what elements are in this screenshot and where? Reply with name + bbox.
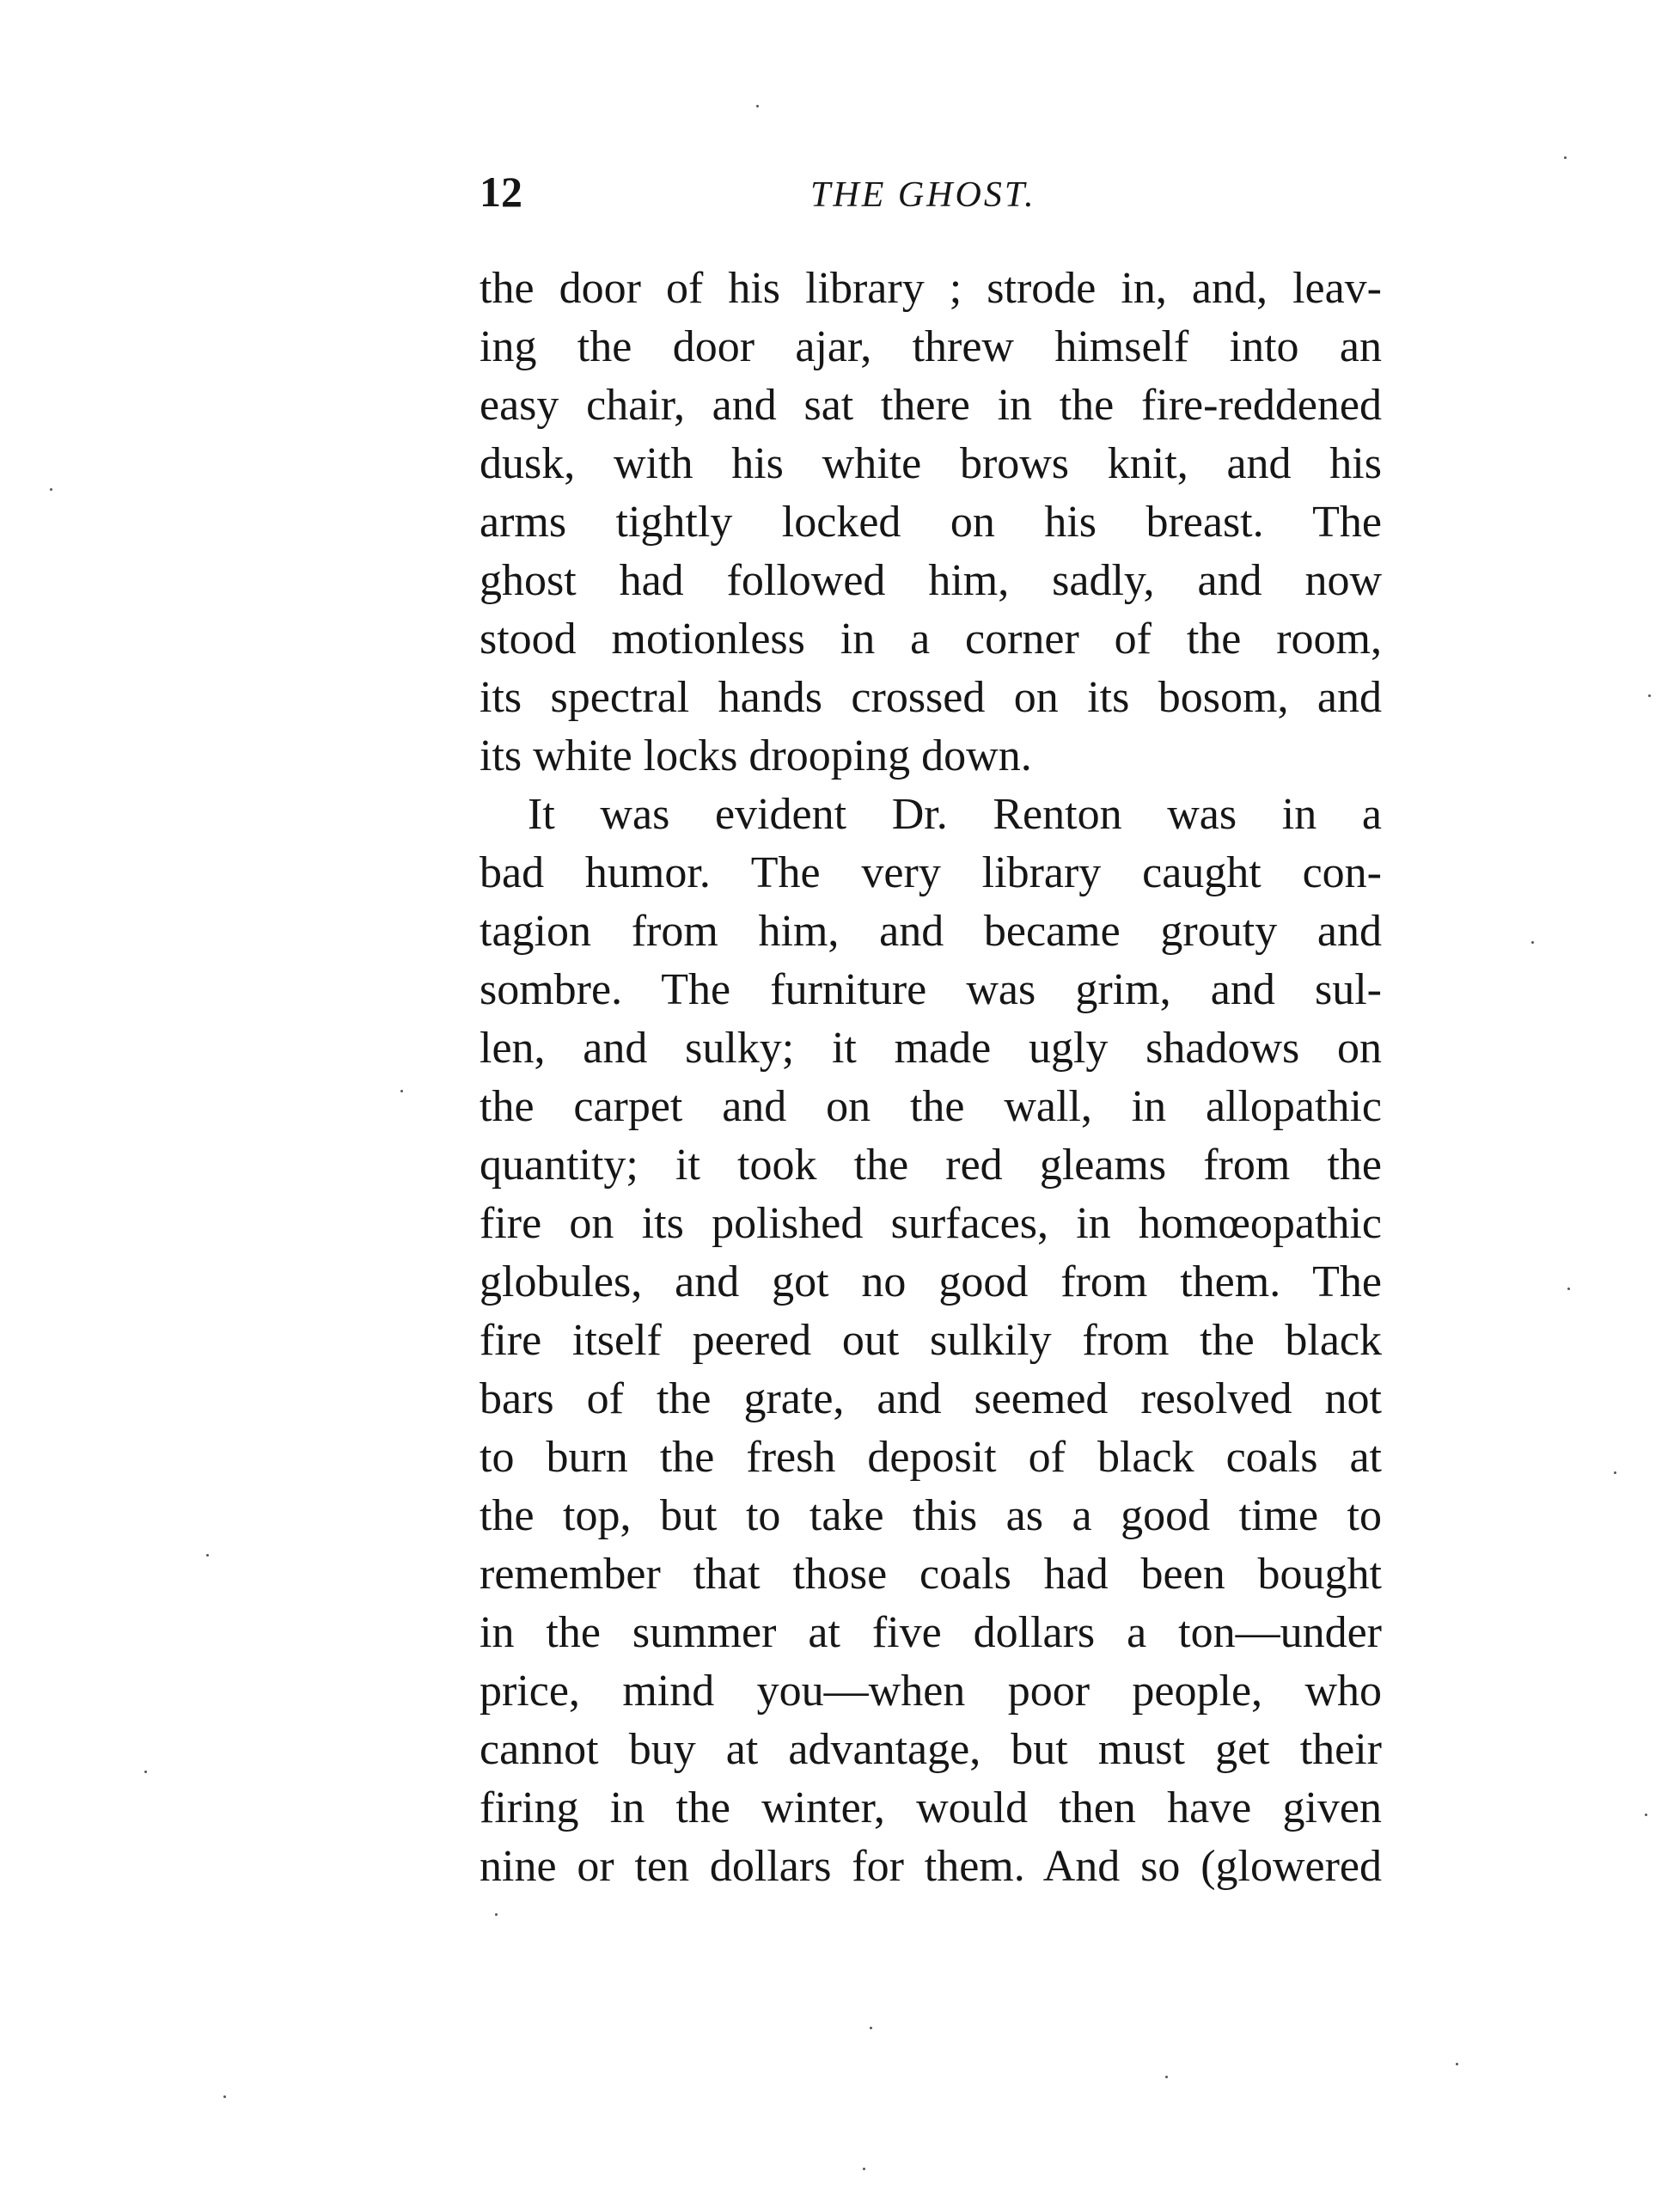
text-line: price, mind you—when poor people, who: [480, 1667, 1382, 1716]
text-line: sombre. The furniture was grim, and sul-: [480, 965, 1382, 1014]
scan-speck: [400, 1090, 403, 1092]
text-line: quantity; it took the red gleams from the: [480, 1141, 1382, 1190]
text-line: the carpet and on the wall, in allopathic: [480, 1082, 1382, 1131]
text-line: nine or ten dollars for them. And so (glowered: [480, 1842, 1382, 1891]
text-line: firing in the winter, would then have given: [480, 1783, 1382, 1832]
scan-speck: [223, 2095, 226, 2098]
scan-speck: [863, 2168, 865, 2170]
scan-speck: [206, 1554, 209, 1557]
text-line: ghost had followed him, sadly, and now: [480, 556, 1382, 605]
scan-speck: [495, 1913, 498, 1916]
text-line: globules, and got no good from them. The: [480, 1257, 1382, 1306]
text-line: remember that those coals had been bought: [480, 1550, 1382, 1599]
scan-speck: [1648, 694, 1651, 697]
text-line: fire itself peered out sulkily from the black: [480, 1316, 1382, 1365]
text-line: len, and sulky; it made ugly shadows on: [480, 1024, 1382, 1073]
text-line: fire on its polished surfaces, in homœopathic: [480, 1199, 1382, 1248]
page-number: 12: [480, 168, 522, 216]
scan-speck: [1456, 2063, 1458, 2065]
body-text: [480, 260, 1382, 1896]
running-title: THE GHOST.: [810, 175, 1036, 215]
scan-speck: [50, 488, 52, 491]
scan-speck: [1567, 1288, 1570, 1290]
scan-speck: [1564, 156, 1567, 159]
text-line: cannot buy at advantage, but must get their: [480, 1725, 1382, 1774]
text-line: arms tightly locked on his breast. The: [480, 498, 1382, 547]
scan-speck: [144, 1771, 147, 1773]
text-line: its spectral hands crossed on its bosom, and: [480, 673, 1382, 722]
text-line: ing the door ajar, threw himself into an: [480, 322, 1382, 371]
text-line: bars of the grate, and seemed resolved not: [480, 1374, 1382, 1423]
text-line: dusk, with his white brows knit, and his: [480, 439, 1382, 488]
scan-speck: [1645, 1814, 1647, 1816]
text-line: stood motionless in a corner of the room,: [480, 615, 1382, 664]
text-line: to burn the fresh deposit of black coals at: [480, 1433, 1382, 1482]
text-line: tagion from him, and became grouty and: [480, 907, 1382, 956]
text-line: the door of his library ; strode in, and, leav-: [480, 264, 1382, 313]
scan-speck: [756, 105, 759, 107]
scan-speck: [1531, 941, 1534, 944]
text-line: its white locks drooping down.: [480, 731, 1032, 780]
text-line: the top, but to take this as a good time to: [480, 1491, 1382, 1540]
text-line: in the summer at five dollars a ton—under: [480, 1608, 1382, 1657]
text-line: bad humor. The very library caught con-: [480, 848, 1382, 897]
scan-speck: [870, 2027, 872, 2029]
text-line: It was evident Dr. Renton was in a: [528, 790, 1382, 839]
scan-speck: [1614, 1471, 1616, 1474]
text-line: easy chair, and sat there in the fire-reddened: [480, 381, 1382, 430]
scan-speck: [1165, 2076, 1168, 2078]
page-header: [480, 162, 1390, 222]
